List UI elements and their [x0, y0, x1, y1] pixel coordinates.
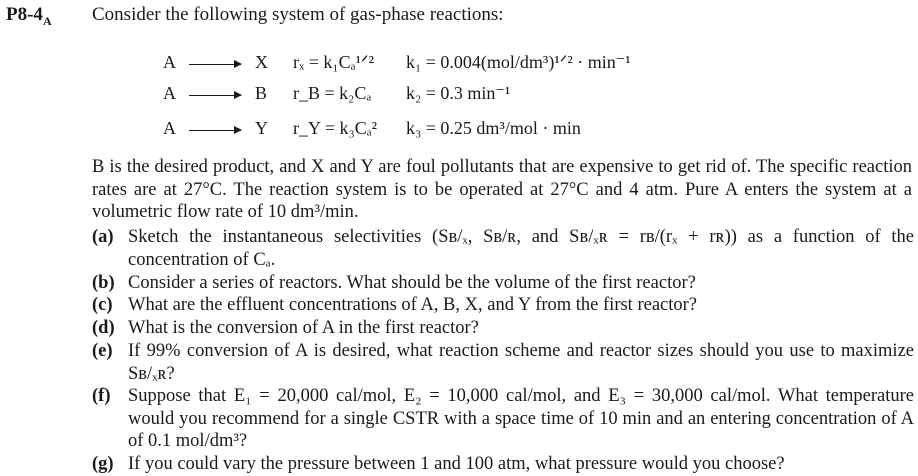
problem-number-subscript: A [42, 13, 52, 28]
reactant: A [163, 83, 176, 103]
part-g [92, 453, 914, 476]
product: Y [255, 118, 268, 138]
product: B [255, 83, 268, 103]
part-text: Suppose that E₁ = 20,000 cal/mol, E₂ = 10,000 cal/mol, and E₃ = 30,000 cal/mol. What temperature would you recommend for a single CSTR with a space time of 10 min and an entering concentration of A of 0.1 mol/dm³? [128, 386, 914, 451]
part-label: (f) [92, 386, 111, 406]
part-label: (c) [92, 295, 113, 315]
reactant: A [163, 52, 176, 72]
part-text: If 99% conversion of A is desired, what reaction scheme and reactor sizes should you use to maximize Sʙ/ₓʀ? [128, 341, 914, 384]
part-text: What are the effluent concentrations of A, B, X, and Y from the first reactor? [128, 295, 698, 315]
rate-constant: k₂ = 0.3 min⁻¹ [406, 83, 511, 103]
rate-law: r_B = k₂Cₐ [293, 83, 372, 103]
part-label: (e) [92, 341, 113, 361]
part-d [92, 317, 914, 340]
part-label: (d) [92, 318, 115, 338]
product: X [255, 52, 268, 72]
reaction-arrow-icon [189, 95, 241, 96]
part-text: Sketch the instantaneous selectivities (Sʙ/ₓ, Sʙ/ʀ, and Sʙ/ₓʀ = rʙ/(rₓ + rʀ)) as a function of the concentration of Cₐ. [128, 227, 914, 270]
part-text: Consider a series of reactors. What should be the volume of the first reactor? [128, 273, 696, 293]
part-label: (b) [92, 273, 115, 293]
part-label: (a) [92, 227, 114, 247]
part-a [92, 226, 914, 271]
part-b [92, 272, 914, 295]
rate-law: rₓ = k₁Cₐ¹ᐟ² [293, 52, 374, 72]
part-label: (g) [92, 454, 114, 474]
part-f [92, 385, 914, 453]
problem-title: Consider the following system of gas-phase reactions: [92, 4, 504, 25]
part-e [92, 340, 914, 385]
reaction-arrow-icon [189, 64, 241, 65]
reactant: A [163, 118, 176, 138]
rate-constant: k₃ = 0.25 dm³/mol · min [406, 118, 581, 138]
rate-constant: k₁ = 0.004(mol/dm³)¹ᐟ² · min⁻¹ [406, 52, 631, 72]
rate-law: r_Y = k₃Cₐ² [293, 118, 378, 138]
part-c [92, 294, 914, 317]
part-text: What is the conversion of A in the first reactor? [128, 318, 479, 338]
intro-paragraph: B is the desired product, and X and Y are foul pollutants that are expensive to get rid of. The specific reaction rates are at 27°C. The reaction system is to be operated at 27°C and 4 atm. Pure A enters the system at a volumetric flow rate of 10 dm³/min. [92, 157, 912, 222]
part-text: If you could vary the pressure between 1 and 100 atm, what pressure would you choose? [128, 454, 785, 474]
reaction-arrow-icon [189, 130, 241, 131]
problem-number: $P8-4_A$ [6, 4, 52, 28]
